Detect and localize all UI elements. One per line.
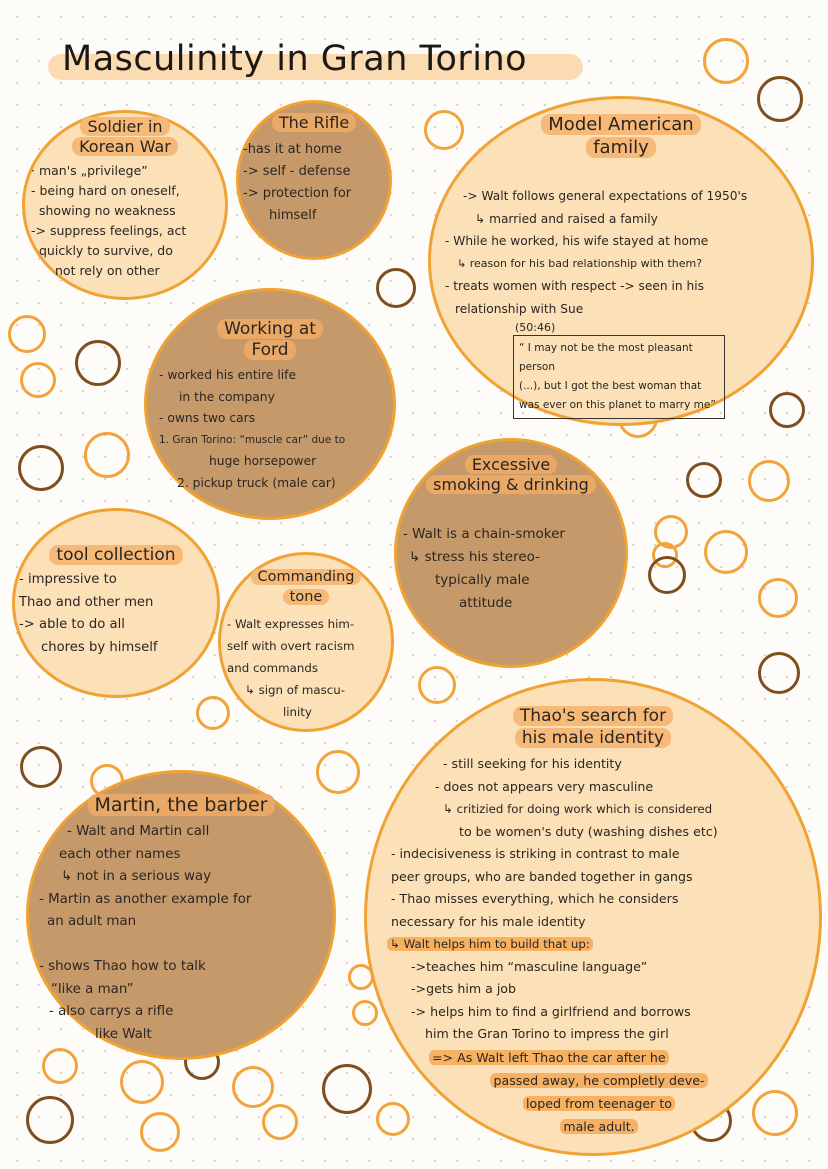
family-heading: Model American family <box>431 113 811 159</box>
smoking-notes <box>403 523 565 615</box>
martin-notes <box>39 821 251 1046</box>
note-line: Thao and other men <box>19 594 154 610</box>
martin-bubble <box>26 770 336 1060</box>
ford-notes <box>159 365 345 494</box>
note-line: - still seeking for his identity <box>443 756 622 771</box>
note-line: ↳ stress his stereo- <box>409 549 541 565</box>
decorative-ring <box>703 38 749 84</box>
note-line: - does not appears very masculine <box>435 778 654 794</box>
note-line: ->gets him a job <box>411 981 517 996</box>
note-line: -> suppress feelings, act <box>31 223 187 238</box>
note-line: - impressive to <box>19 572 117 587</box>
note-line: not rely on other <box>55 263 160 278</box>
decorative-ring <box>758 652 800 694</box>
decorative-ring <box>20 746 62 788</box>
decorative-ring <box>75 340 121 386</box>
note-line: - Thao misses everything, which he considers <box>391 891 679 906</box>
soldier-notes <box>31 161 186 281</box>
note-line: ->teaches him “masculine language” <box>411 958 648 974</box>
note-line: - also carrys a rifle <box>49 1004 174 1019</box>
note-line: · man's „privilege” <box>31 163 148 178</box>
decorative-ring <box>120 1060 164 1104</box>
highlight-walt-helps: ↳ Walt helps him to build that up: <box>387 937 593 951</box>
decorative-ring <box>20 362 56 398</box>
decorative-ring <box>376 268 416 308</box>
quote-line: (...), but I got the best woman that <box>519 380 702 392</box>
family-notes <box>445 185 747 320</box>
note-line: chores by himself <box>41 639 158 655</box>
decorative-ring <box>316 750 360 794</box>
note-line: - being hard on oneself, <box>31 183 180 198</box>
page-title-block <box>48 36 588 86</box>
note-line: - treats women with respect -> seen in his <box>445 279 704 293</box>
note-line: an adult man <box>47 914 137 929</box>
decorative-ring <box>704 530 748 574</box>
decorative-ring <box>322 1064 372 1114</box>
note-line: -> Walt follows general expectations of 1950's <box>463 189 748 203</box>
soldier-bubble <box>22 110 228 300</box>
quote-box <box>513 335 725 419</box>
note-line: like Walt <box>95 1026 152 1042</box>
note-line: showing no weakness <box>39 203 176 218</box>
decorative-ring <box>352 1000 378 1026</box>
quote-line: was ever on this planet to marry me” <box>519 399 716 411</box>
decorative-ring <box>232 1066 274 1108</box>
note-line: himself <box>269 208 317 223</box>
decorative-ring <box>418 666 456 704</box>
decorative-ring <box>648 556 686 594</box>
tools-heading: tool collection <box>15 545 217 565</box>
note-line: necessary for his male identity <box>391 913 586 929</box>
note-line: 1. Gran Torino: “muscle car” due to <box>159 433 346 446</box>
decorative-ring <box>376 1102 410 1136</box>
note-line: each other names <box>59 846 181 862</box>
tools-bubble <box>12 508 220 698</box>
note-line: - indecisiveness is striking in contrast to male <box>391 846 680 861</box>
decorative-ring <box>686 462 722 498</box>
rifle-bubble <box>236 100 392 260</box>
note-line: -> self - defense <box>243 164 351 179</box>
note-line: ↳ sign of mascu- <box>245 683 345 697</box>
decorative-ring <box>26 1096 74 1144</box>
note-line: ↳ married and raised a family <box>475 211 658 226</box>
decorative-ring <box>748 460 790 502</box>
note-line: ↳ reason for his bad relationship with them? <box>457 256 703 270</box>
ford-bubble <box>144 288 396 520</box>
note-line <box>39 934 251 957</box>
note-line: peer groups, who are banded together in gangs <box>391 868 693 884</box>
conclusion-line: loped from teenager to <box>523 1096 675 1111</box>
note-line: typically male <box>435 572 530 588</box>
timestamp: (50:46) <box>515 321 556 334</box>
thao-heading: Thao's search for his male identity <box>367 705 819 749</box>
page-title: Masculinity in Gran Torino <box>62 39 528 79</box>
decorative-ring <box>758 578 798 618</box>
conclusion-line: passed away, he completly deve- <box>490 1073 707 1088</box>
note-line: - Walt is a chain-smoker <box>403 526 565 542</box>
note-line: huge horsepower <box>209 454 317 468</box>
note-line: -has it at home <box>243 142 342 157</box>
note-line: in the company <box>179 389 275 404</box>
ford-heading: Working at Ford <box>147 319 393 361</box>
decorative-ring <box>140 1112 180 1152</box>
decorative-ring <box>196 696 230 730</box>
note-line: 2. pickup truck (male car) <box>177 475 336 490</box>
note-line: him the Gran Torino to impress the girl <box>425 1026 669 1041</box>
note-line: - While he worked, his wife stayed at home <box>445 234 709 248</box>
note-line: linity <box>283 705 312 719</box>
note-line: - Walt and Martin call <box>67 824 210 839</box>
tools-notes <box>19 569 158 659</box>
note-line: “like a man” <box>51 981 134 997</box>
note-line <box>387 933 718 956</box>
commanding-heading: Commanding tone <box>221 567 391 607</box>
martin-heading: Martin, the barber <box>29 793 333 817</box>
soldier-heading-line: Korean War <box>72 137 178 156</box>
family-bubble <box>428 96 814 426</box>
decorative-ring <box>8 315 46 353</box>
thao-bubble <box>364 678 822 1156</box>
rifle-notes <box>243 139 351 227</box>
rifle-heading: The Rifle <box>239 113 389 133</box>
note-line: - Walt expresses him- <box>227 617 355 631</box>
smoking-bubble <box>394 438 628 668</box>
note-line: -> helps him to find a girlfriend and borrows <box>411 1003 691 1019</box>
note-line: -> able to do all <box>19 617 125 632</box>
note-line: ↳ not in a serious way <box>61 869 212 884</box>
note-line: - Martin as another example for <box>39 891 252 907</box>
note-line: -> protection for <box>243 186 352 201</box>
note-line: attitude <box>459 595 513 611</box>
decorative-ring <box>84 432 130 478</box>
note-line: and commands <box>227 661 318 675</box>
note-line: - shows Thao how to talk <box>39 959 206 974</box>
quote-line: “ I may not be the most pleasant person <box>519 342 693 373</box>
note-line: - worked his entire life <box>159 368 297 382</box>
conclusion-line: => As Walt left Thao the car after he <box>429 1050 669 1065</box>
soldier-heading-line: Soldier in <box>80 117 169 136</box>
note-line: relationship with Sue <box>455 301 584 316</box>
commanding-notes <box>227 613 355 723</box>
note-line: quickly to survive, do <box>39 243 173 258</box>
decorative-ring <box>42 1048 78 1084</box>
note-line: ↳ critizied for doing work which is considered <box>443 802 713 816</box>
conclusion-line: male adult. <box>560 1119 637 1134</box>
smoking-heading: Excessive smoking & drinking <box>397 455 625 495</box>
soldier-heading <box>25 117 225 157</box>
thao-conclusion <box>429 1046 769 1138</box>
note-line: to be women's duty (washing dishes etc) <box>459 823 718 839</box>
decorative-ring <box>18 445 64 491</box>
note-line: - owns two cars <box>159 411 256 425</box>
decorative-ring <box>262 1104 298 1140</box>
thao-notes <box>387 753 718 1046</box>
decorative-ring <box>769 392 805 428</box>
note-line: self with overt racism <box>227 639 355 653</box>
